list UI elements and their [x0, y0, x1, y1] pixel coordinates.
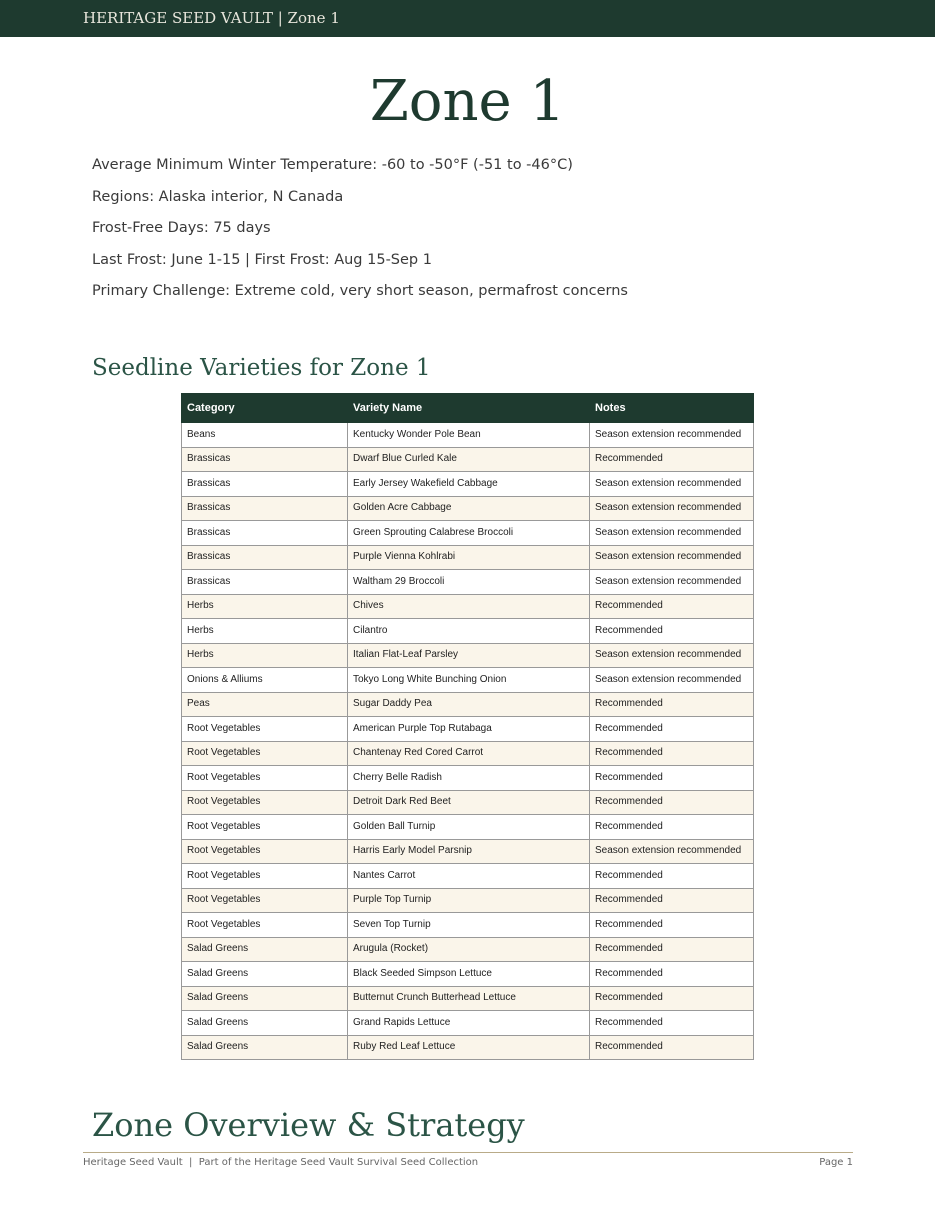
cell-category: Herbs	[182, 594, 348, 619]
cell-category: Herbs	[182, 643, 348, 668]
table-row	[182, 423, 754, 448]
cell-category: Salad Greens	[182, 1035, 348, 1060]
cell-notes: Season extension recommended	[590, 521, 754, 546]
cell-notes: Season extension recommended	[590, 570, 754, 595]
table-row	[182, 790, 754, 815]
info-regions: Regions: Alaska interior, N Canada	[92, 188, 344, 205]
cell-category: Root Vegetables	[182, 864, 348, 889]
cell-notes: Season extension recommended	[590, 643, 754, 668]
cell-category: Onions & Alliums	[182, 668, 348, 693]
table-row	[182, 1011, 754, 1036]
cell-variety: Sugar Daddy Pea	[348, 692, 590, 717]
cell-category: Root Vegetables	[182, 888, 348, 913]
cell-category: Brassicas	[182, 545, 348, 570]
table-row	[182, 496, 754, 521]
cell-category: Herbs	[182, 619, 348, 644]
cell-notes: Recommended	[590, 692, 754, 717]
column-header-variety: Variety Name	[348, 394, 590, 423]
cell-category: Salad Greens	[182, 986, 348, 1011]
cell-category: Salad Greens	[182, 1011, 348, 1036]
cell-variety: Kentucky Wonder Pole Bean	[348, 423, 590, 448]
cell-variety: Ruby Red Leaf Lettuce	[348, 1035, 590, 1060]
cell-category: Root Vegetables	[182, 839, 348, 864]
cell-variety: Nantes Carrot	[348, 864, 590, 889]
cell-variety: Purple Vienna Kohlrabi	[348, 545, 590, 570]
table-row	[182, 594, 754, 619]
column-header-category: Category	[182, 394, 348, 423]
cell-variety: Grand Rapids Lettuce	[348, 1011, 590, 1036]
cell-notes: Recommended	[590, 986, 754, 1011]
footer-text: Heritage Seed Vault | Part of the Heritage Seed Vault Survival Seed Collection	[83, 1157, 479, 1168]
cell-variety: Green Sprouting Calabrese Broccoli	[348, 521, 590, 546]
cell-notes: Season extension recommended	[590, 472, 754, 497]
cell-notes: Recommended	[590, 766, 754, 791]
header-brand: HERITAGE SEED VAULT | Zone 1	[83, 9, 340, 27]
cell-notes: Recommended	[590, 594, 754, 619]
table-row	[182, 741, 754, 766]
cell-notes: Recommended	[590, 790, 754, 815]
cell-variety: Cherry Belle Radish	[348, 766, 590, 791]
table-row	[182, 643, 754, 668]
cell-variety: Early Jersey Wakefield Cabbage	[348, 472, 590, 497]
table-row	[182, 570, 754, 595]
page-title: Zone 1	[369, 69, 566, 134]
cell-category: Root Vegetables	[182, 913, 348, 938]
cell-category: Root Vegetables	[182, 766, 348, 791]
cell-notes: Season extension recommended	[590, 545, 754, 570]
cell-variety: Golden Acre Cabbage	[348, 496, 590, 521]
cell-notes: Recommended	[590, 864, 754, 889]
cell-notes: Recommended	[590, 1035, 754, 1060]
cell-variety: Harris Early Model Parsnip	[348, 839, 590, 864]
table-row	[182, 815, 754, 840]
cell-category: Root Vegetables	[182, 815, 348, 840]
table-row	[182, 766, 754, 791]
table-row	[182, 545, 754, 570]
overview-heading: Zone Overview & Strategy	[92, 1106, 525, 1144]
cell-variety: Butternut Crunch Butterhead Lettuce	[348, 986, 590, 1011]
cell-notes: Recommended	[590, 937, 754, 962]
table-row	[182, 472, 754, 497]
cell-category: Brassicas	[182, 447, 348, 472]
cell-notes: Recommended	[590, 619, 754, 644]
cell-variety: Chantenay Red Cored Carrot	[348, 741, 590, 766]
table-row	[182, 619, 754, 644]
cell-notes: Season extension recommended	[590, 423, 754, 448]
cell-variety: Purple Top Turnip	[348, 888, 590, 913]
table-row	[182, 1035, 754, 1060]
cell-category: Peas	[182, 692, 348, 717]
cell-notes: Recommended	[590, 717, 754, 742]
varieties-table	[181, 393, 754, 1060]
info-frost-free-days: Frost-Free Days: 75 days	[92, 220, 271, 236]
table-row	[182, 521, 754, 546]
info-primary-challenge: Primary Challenge: Extreme cold, very short season, permafrost concerns	[92, 283, 628, 299]
cell-notes: Recommended	[590, 962, 754, 987]
column-header-notes: Notes	[590, 394, 754, 423]
table-row	[182, 962, 754, 987]
cell-variety: Seven Top Turnip	[348, 913, 590, 938]
table-header-row	[182, 394, 754, 423]
cell-variety: Arugula (Rocket)	[348, 937, 590, 962]
table-row	[182, 668, 754, 693]
cell-notes: Recommended	[590, 815, 754, 840]
cell-variety: Detroit Dark Red Beet	[348, 790, 590, 815]
cell-notes: Recommended	[590, 447, 754, 472]
cell-notes: Season extension recommended	[590, 839, 754, 864]
cell-notes: Recommended	[590, 888, 754, 913]
page-number: Page 1	[819, 1157, 853, 1168]
table-body	[182, 423, 754, 1060]
footer-divider	[83, 1152, 853, 1153]
table-row	[182, 937, 754, 962]
cell-variety: Black Seeded Simpson Lettuce	[348, 962, 590, 987]
cell-category: Root Vegetables	[182, 717, 348, 742]
cell-variety: American Purple Top Rutabaga	[348, 717, 590, 742]
table-row	[182, 913, 754, 938]
cell-variety: Golden Ball Turnip	[348, 815, 590, 840]
cell-category: Brassicas	[182, 496, 348, 521]
table-row	[182, 839, 754, 864]
cell-variety: Waltham 29 Broccoli	[348, 570, 590, 595]
cell-category: Root Vegetables	[182, 790, 348, 815]
table-row	[182, 717, 754, 742]
table-row	[182, 447, 754, 472]
table-row	[182, 888, 754, 913]
section-title: Seedline Varieties for Zone 1	[92, 355, 431, 381]
cell-variety: Cilantro	[348, 619, 590, 644]
cell-notes: Season extension recommended	[590, 668, 754, 693]
cell-notes: Recommended	[590, 1011, 754, 1036]
info-frost-dates: Last Frost: June 1-15 | First Frost: Aug 15-Sep 1	[92, 251, 432, 268]
table-row	[182, 692, 754, 717]
info-temperature: Average Minimum Winter Temperature: -60 to -50°F (-51 to -46°C)	[92, 157, 573, 173]
cell-notes: Recommended	[590, 913, 754, 938]
cell-notes: Season extension recommended	[590, 496, 754, 521]
cell-category: Brassicas	[182, 521, 348, 546]
cell-category: Root Vegetables	[182, 741, 348, 766]
cell-category: Salad Greens	[182, 962, 348, 987]
cell-variety: Dwarf Blue Curled Kale	[348, 447, 590, 472]
cell-category: Brassicas	[182, 570, 348, 595]
table-row	[182, 864, 754, 889]
cell-category: Brassicas	[182, 472, 348, 497]
table-row	[182, 986, 754, 1011]
cell-variety: Chives	[348, 594, 590, 619]
cell-category: Salad Greens	[182, 937, 348, 962]
zone-info	[92, 153, 628, 311]
cell-variety: Tokyo Long White Bunching Onion	[348, 668, 590, 693]
cell-notes: Recommended	[590, 741, 754, 766]
cell-category: Beans	[182, 423, 348, 448]
cell-variety: Italian Flat-Leaf Parsley	[348, 643, 590, 668]
header-bar	[0, 0, 935, 37]
